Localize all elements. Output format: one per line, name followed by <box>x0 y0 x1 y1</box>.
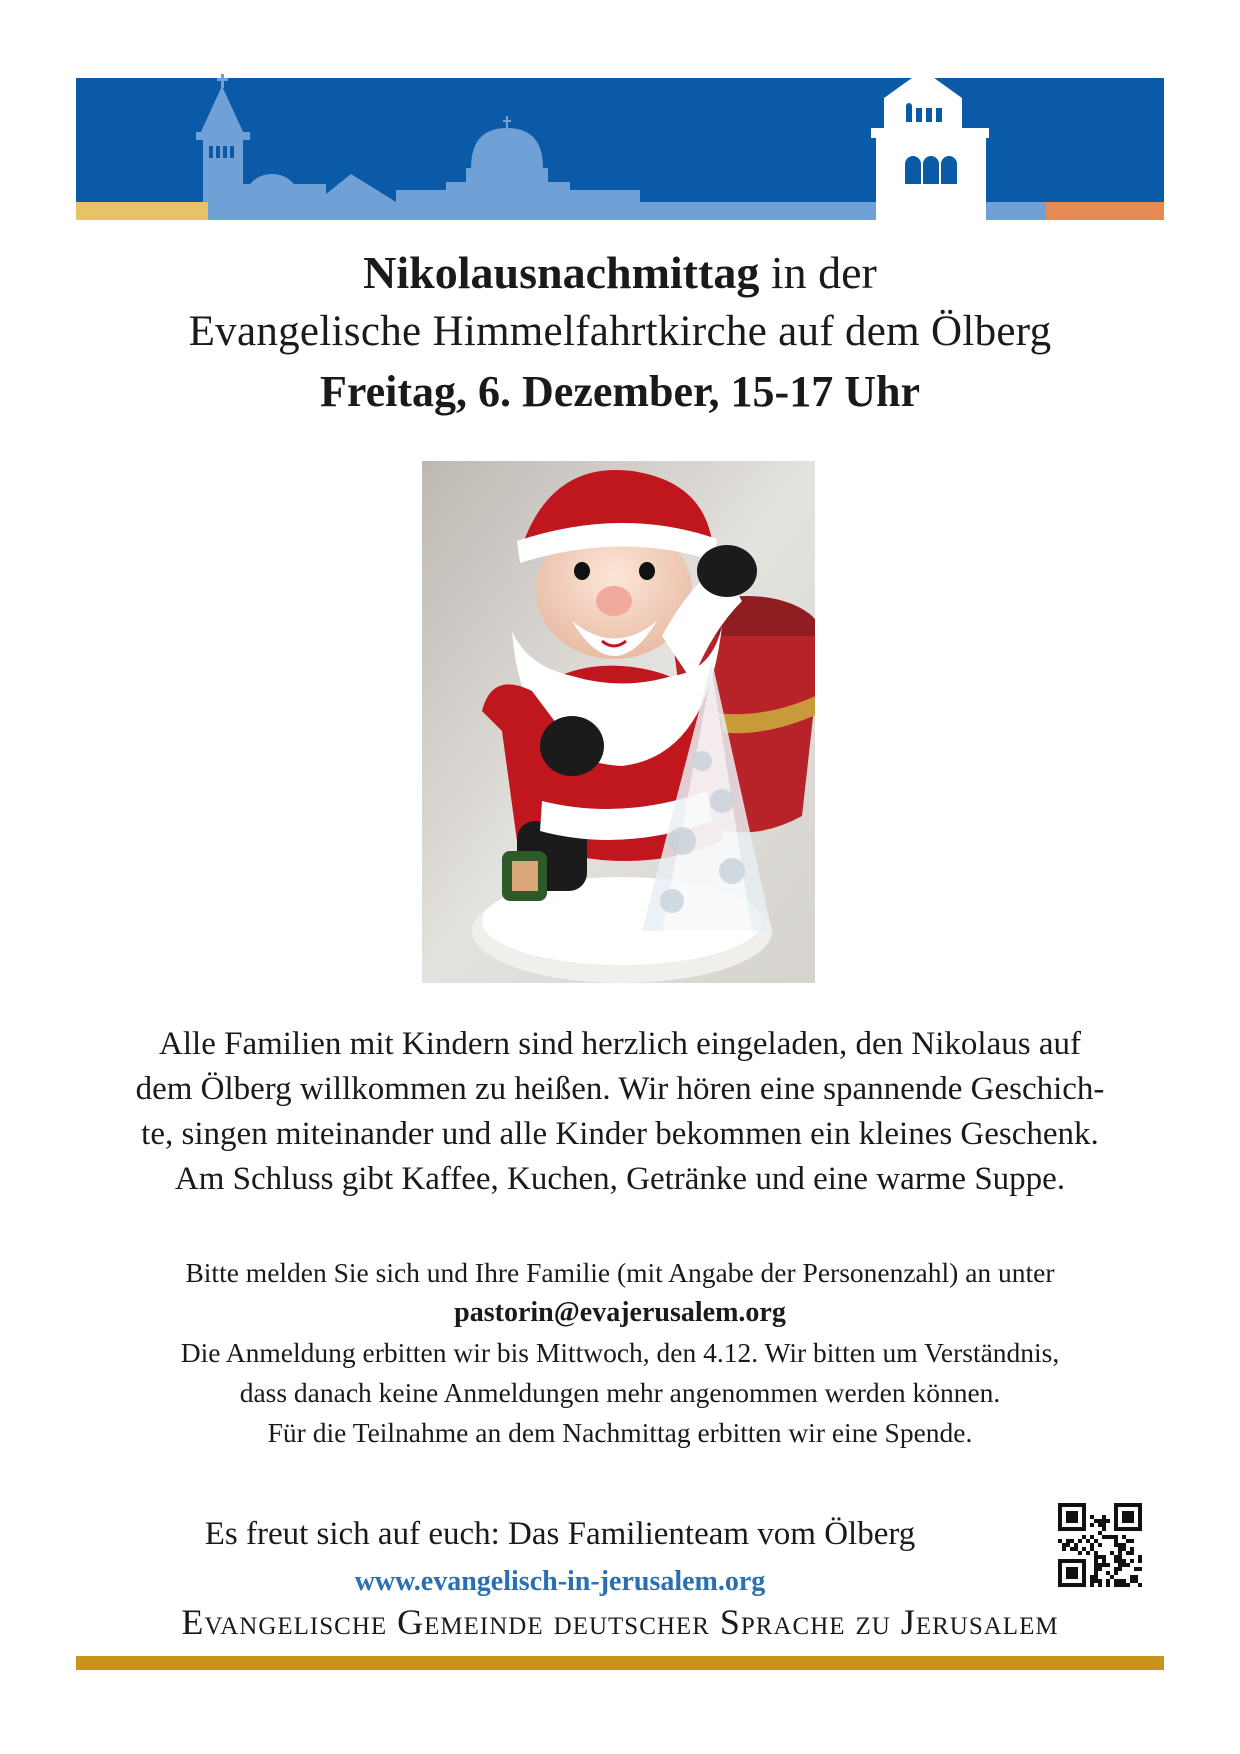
registration-line: dass danach keine Anmeldungen mehr angenommen werden können. <box>239 1377 1001 1408</box>
qr-code-icon[interactable] <box>1058 1503 1142 1587</box>
event-location: Evangelische Himmelfahrtkirche auf dem Ölberg <box>188 308 1052 355</box>
registration-line: Für die Teilnahme an dem Nachmittag erbitten wir eine Spende. <box>267 1417 973 1448</box>
header-banner <box>76 56 1164 220</box>
invitation-line: te, singen miteinander und alle Kinder bekommen ein kleines Geschenk. <box>141 1116 1099 1152</box>
invitation-line: Alle Familien mit Kindern sind herzlich eingeladen, den Nikolaus auf <box>159 1026 1081 1062</box>
santa-figurine-photo <box>422 461 815 983</box>
invitation-text <box>60 1022 1180 1202</box>
organization-name: Evangelische Gemeinde deutscher Sprache zu Jerusalem <box>181 1602 1059 1642</box>
footer-divider <box>76 1656 1164 1670</box>
event-title-bold: Nikolausnachmittag <box>363 247 760 298</box>
contact-email-link[interactable]: pastorin@evajerusalem.org <box>454 1297 786 1328</box>
event-title-rest: in der <box>759 247 877 298</box>
registration-line: Die Anmeldung erbitten wir bis Mittwoch, den 4.12. Wir bitten um Verständnis, <box>180 1337 1060 1368</box>
invitation-line: Am Schluss gibt Kaffee, Kuchen, Getränke und eine warme Suppe. <box>174 1161 1066 1197</box>
registration-line: Bitte melden Sie sich und Ihre Familie (mit Angabe der Personenzahl) an unter <box>185 1257 1055 1288</box>
santa-figurine-icon <box>422 461 815 983</box>
website-link[interactable]: www.evangelisch-in-jerusalem.org <box>354 1566 766 1597</box>
event-headline <box>0 243 1240 423</box>
closing-greeting: Es freut sich auf euch: Das Familienteam vom Ölberg <box>204 1516 916 1552</box>
registration-info <box>60 1253 1180 1453</box>
jerusalem-skyline-illustration <box>76 56 1164 220</box>
invitation-line: dem Ölberg willkommen zu heißen. Wir hören eine spannende Geschich- <box>135 1071 1105 1107</box>
event-date-time: Freitag, 6. Dezember, 15-17 Uhr <box>320 367 920 416</box>
event-title <box>0 243 1240 303</box>
